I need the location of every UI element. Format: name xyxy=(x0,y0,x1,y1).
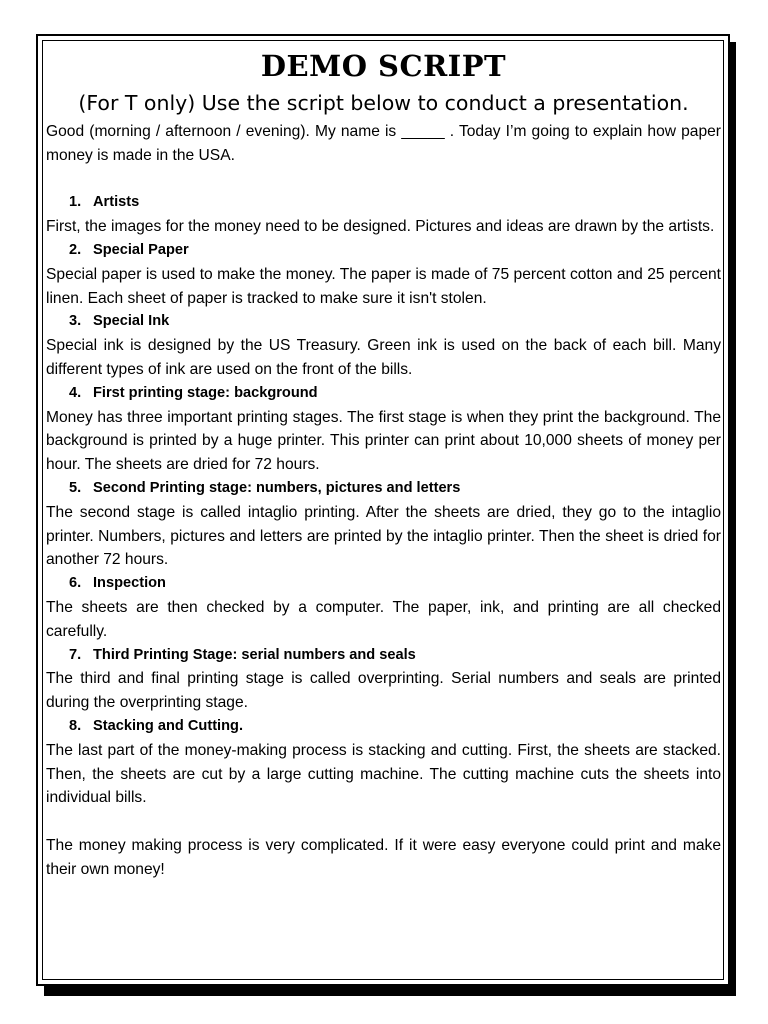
section-title: Third Printing Stage: serial numbers and seals xyxy=(93,646,416,663)
closing-paragraph: The money making process is very complicated. If it were easy everyone could print and make their own money! xyxy=(46,836,721,878)
document-content xyxy=(46,42,721,882)
section-body-first-printing-stage: Money has three important printing stages. The first stage is when they print the background. The background is printed by a huge printer. This printer can print about 10,000 sheets of money per hour. The sheets are dried for 72 hours. xyxy=(46,408,721,474)
section-body-third-printing-stage: The third and final printing stage is called overprinting. Serial numbers and seals are printed during the overprinting stage. xyxy=(46,670,721,712)
section-heading-special-paper xyxy=(46,239,721,263)
section-number: 4. xyxy=(69,384,82,401)
section-title: First printing stage: background xyxy=(93,384,318,401)
section-body-special-paper: Special paper is used to make the money. The paper is made of 75 percent cotton and 25 percent linen. Each sheet of paper is tracked to make sure it isn't stolen. xyxy=(46,265,721,307)
page-subtitle: (For T only) Use the script below to conduct a presentation. xyxy=(78,91,689,115)
intro-paragraph: Good (morning / afternoon / evening). My name is _____ . Today I’m going to explain how paper money is made in the USA. xyxy=(46,123,721,164)
section-heading-second-printing-stage xyxy=(46,477,721,501)
section-body-special-ink: Special ink is designed by the US Treasury. Green ink is used on the back of each bill. Many different types of ink are used on the front of the bills. xyxy=(46,337,721,378)
section-heading-inspection xyxy=(46,572,721,596)
section-number: 5. xyxy=(69,479,82,496)
section-title: Artists xyxy=(93,194,140,211)
section-number: 3. xyxy=(69,313,82,330)
section-number: 1. xyxy=(69,194,82,211)
section-title: Second Printing stage: numbers, pictures and letters xyxy=(93,479,461,496)
page-title: DEMO SCRIPT xyxy=(260,49,507,83)
section-number: 6. xyxy=(69,575,82,592)
section-body-inspection: The sheets are then checked by a computer. The paper, ink, and printing are all checked carefully. xyxy=(46,598,721,640)
section-number: 7. xyxy=(69,646,82,663)
section-number: 2. xyxy=(69,241,82,258)
section-heading-artists xyxy=(46,191,721,215)
section-title: Special Paper xyxy=(93,241,189,258)
section-title: Special Ink xyxy=(93,313,170,330)
section-title: Stacking and Cutting. xyxy=(93,717,243,734)
section-heading-stacking-and-cutting xyxy=(46,715,721,739)
section-body-artists: First, the images for the money need to be designed. Pictures and ideas are drawn by the artists. xyxy=(46,218,715,236)
section-heading-third-printing-stage xyxy=(46,644,721,668)
section-body-second-printing-stage: The second stage is called intaglio printing. After the sheets are dried, they go to the intaglio printer. Numbers, pictures and letters are printed by the intaglio printer. Then the sheet is dried for another 72 hours. xyxy=(46,503,721,569)
section-body-stacking-and-cutting: The last part of the money-making process is stacking and cutting. First, the sheets are stacked. Then, the sheets are cut by a large cutting machine. The cutting machine cuts the sheets into individual bills. xyxy=(46,741,721,807)
section-heading-special-ink xyxy=(46,310,721,334)
section-heading-first-printing-stage xyxy=(46,382,721,406)
section-title: Inspection xyxy=(93,575,166,592)
section-number: 8. xyxy=(69,717,82,734)
